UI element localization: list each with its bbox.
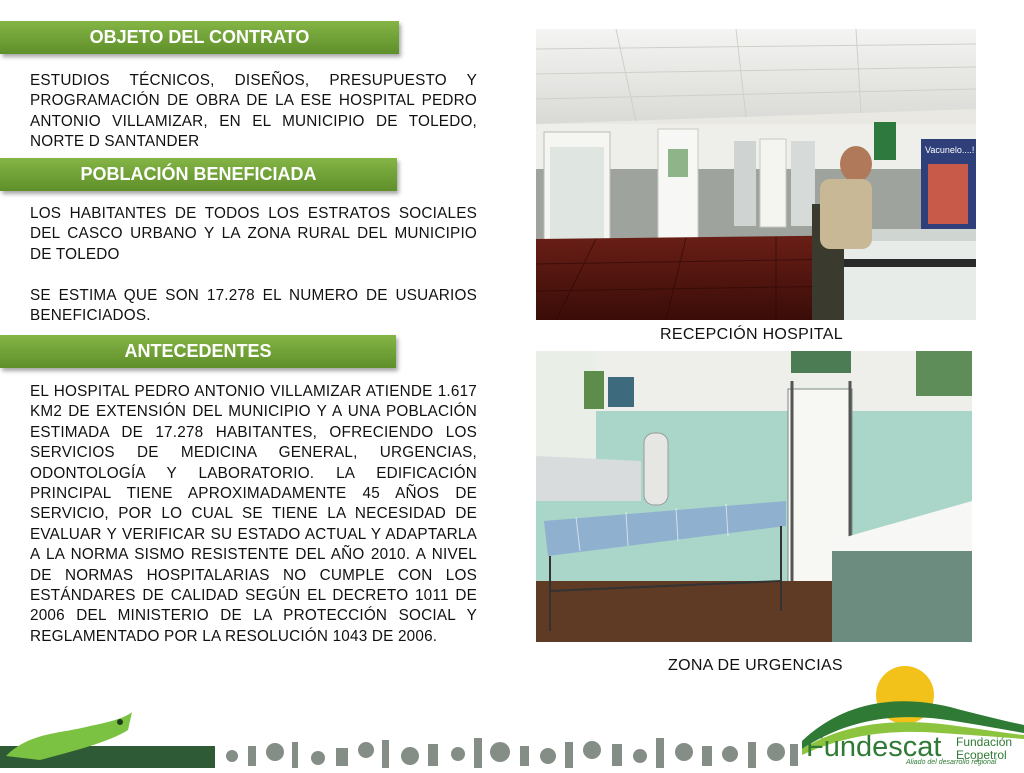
- objeto-text: ESTUDIOS TÉCNICOS, DISEÑOS, PRESUPUESTO Y PROGRAMACIÓN DE OBRA DE LA ESE HOSPITAL PEDRO ANTONIO VILLAMIZAR, EN EL MUNICIPIO DE TOLEDO, NORTE D SANTANDER: [30, 72, 477, 151]
- logo-org-line2: Ecopetrol: [956, 748, 1007, 762]
- emergency-caption: ZONA DE URGENCIAS: [668, 657, 843, 674]
- logo-name: Fundescat: [806, 731, 942, 763]
- poblacion-title: POBLACIÓN BENEFICIADA: [80, 164, 317, 184]
- logo-org-line1: Fundación: [956, 735, 1013, 749]
- reception-caption: RECEPCIÓN HOSPITAL: [660, 326, 843, 343]
- antecedentes-text: EL HOSPITAL PEDRO ANTONIO VILLAMIZAR ATIENDE 1.617 KM2 DE EXTENSIÓN DEL MUNICIPIO Y A UNA POBLACIÓN ESTIMADA DE 17.278 HABITANTES, OFRECIENDO LOS SERVICIOS DE MEDICINA GENERAL, URGENCIAS, ODONTOLOGÍA Y LABORATORIO. LA EDIFICACIÓN PRINCIPAL TIENE APROXIMADAMENTE 45 AÑOS DE SERVICIO, POR LO CUAL SE TIENE LA NECESIDAD DE EVALUAR Y VERIFICAR SU ESTADO ACTUAL Y ADAPTARLA A LA NORMA SISMO RESISTENTE DEL AÑO 2010. A NIVEL DE NORMAS HOSPITALARIAS NO CUMPLE CON LOS ESTÁNDARES DE CALIDAD SEGÚN EL DECRETO 1011 DE 2006 DEL MINISTERIO DE LA PROTECCIÓN SOCIAL Y REGLAMENTADO POR LA RESOLUCIÓN 1043 DE 2006.: [30, 383, 477, 645]
- objeto-title: OBJETO DEL CONTRATO: [89, 27, 310, 47]
- logo-tagline: Aliado del desarrollo regional: [906, 759, 997, 766]
- reception-poster-text: Vacunelo....!: [925, 145, 975, 155]
- emergency-photo: [536, 351, 972, 642]
- reception-photo: [536, 29, 976, 320]
- poblacion-text-1: LOS HABITANTES DE TODOS LOS ESTRATOS SOCIALES DEL CASCO URBANO Y LA ZONA RURAL DEL MUNICIPIO DE TOLEDO: [30, 205, 477, 263]
- antecedentes-banner: [0, 335, 396, 368]
- fundescat-logo: [800, 663, 1024, 768]
- antecedentes-title: ANTECEDENTES: [124, 341, 272, 361]
- poblacion-text-2: SE ESTIMA QUE SON 17.278 EL NUMERO DE USUARIOS BENEFICIADOS.: [30, 287, 477, 325]
- objeto-banner: [0, 21, 399, 54]
- poblacion-banner: [0, 158, 397, 191]
